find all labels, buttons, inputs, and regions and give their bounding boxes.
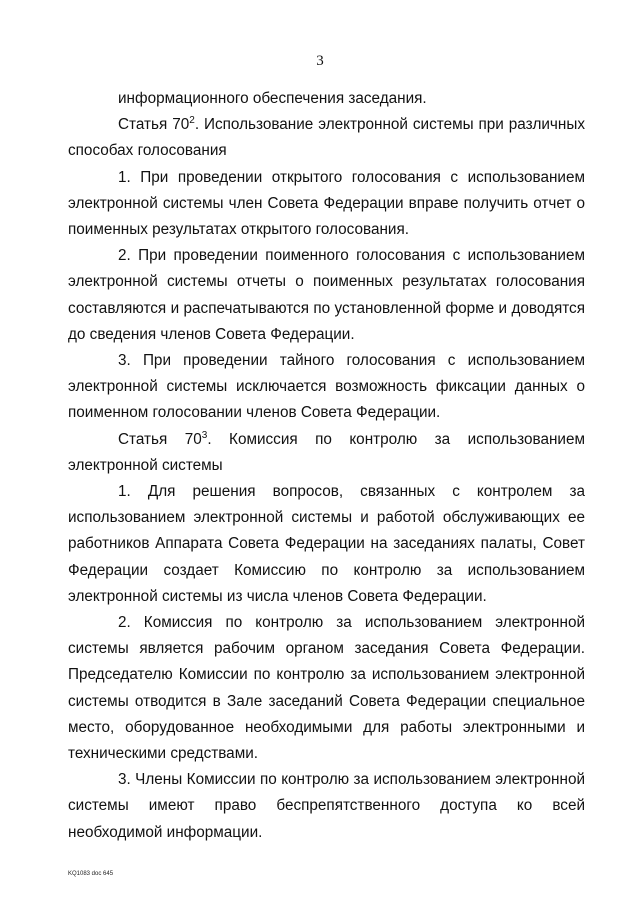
document-body bbox=[68, 86, 585, 846]
paragraph-continuation: информационного обеспечения заседания. bbox=[118, 90, 427, 107]
article-70-2-superscript: 2 bbox=[189, 115, 195, 127]
paragraph-70-2-item-2: 2. При проведении поименного голосования с использованием электронной системы отчеты о поименных результатах голосования составляются и распечатываются по установленной форме и доводятся до сведения членов Совета Федерации. bbox=[68, 247, 585, 343]
article-70-3-superscript: 3 bbox=[201, 429, 208, 441]
paragraph-70-3-item-1: 1. Для решения вопросов, связанных с контролем за использованием электронной системы и работой обслуживающих ее работников Аппарата Совета Федерации на заседаниях палаты, Совет Федерации создает Комиссию по контролю за использованием электронной системы из числа членов Совета Федерации. bbox=[68, 483, 585, 605]
article-70-2-heading bbox=[68, 112, 585, 164]
article-70-3-heading bbox=[68, 427, 585, 479]
paragraph-70-3-item-2: 2. Комиссия по контролю за использованием электронной системы является рабочим органом заседания Совета Федерации. Председателю Комиссии по контролю за использованием электронной системы отводится в Зале заседаний Совета Федерации специальное место, оборудованное необходимыми для работы электронными и техническими средствами. bbox=[68, 614, 585, 763]
paragraph-70-3-item-3: 3. Члены Комиссии по контролю за использованием электронной системы имеют право беспрепятственного доступа ко всей необходимой информации. bbox=[68, 771, 585, 841]
article-70-2-prefix: Статья 70 bbox=[118, 116, 190, 134]
article-70-2-title: . Использование электронной системы при различных способах голосования bbox=[68, 116, 585, 160]
page-number: 3 bbox=[316, 53, 324, 69]
paragraph-70-2-item-1: 1. При проведении открытого голосования с использованием электронной системы член Совета Федерации вправе получить отчет о поименных результатах открытого голосования. bbox=[68, 168, 585, 239]
document-footer-code: KQ1083 doc 645 bbox=[68, 871, 114, 877]
article-70-3-prefix: Статья 70 bbox=[118, 430, 202, 448]
paragraph-70-2-item-3: 3. При проведении тайного голосования с использованием электронной системы исключается возможность фиксации данных о поименном голосовании членов Совета Федерации. bbox=[68, 352, 585, 422]
article-70-3-title: . Комиссия по контролю за использованием электронной системы bbox=[68, 430, 585, 474]
